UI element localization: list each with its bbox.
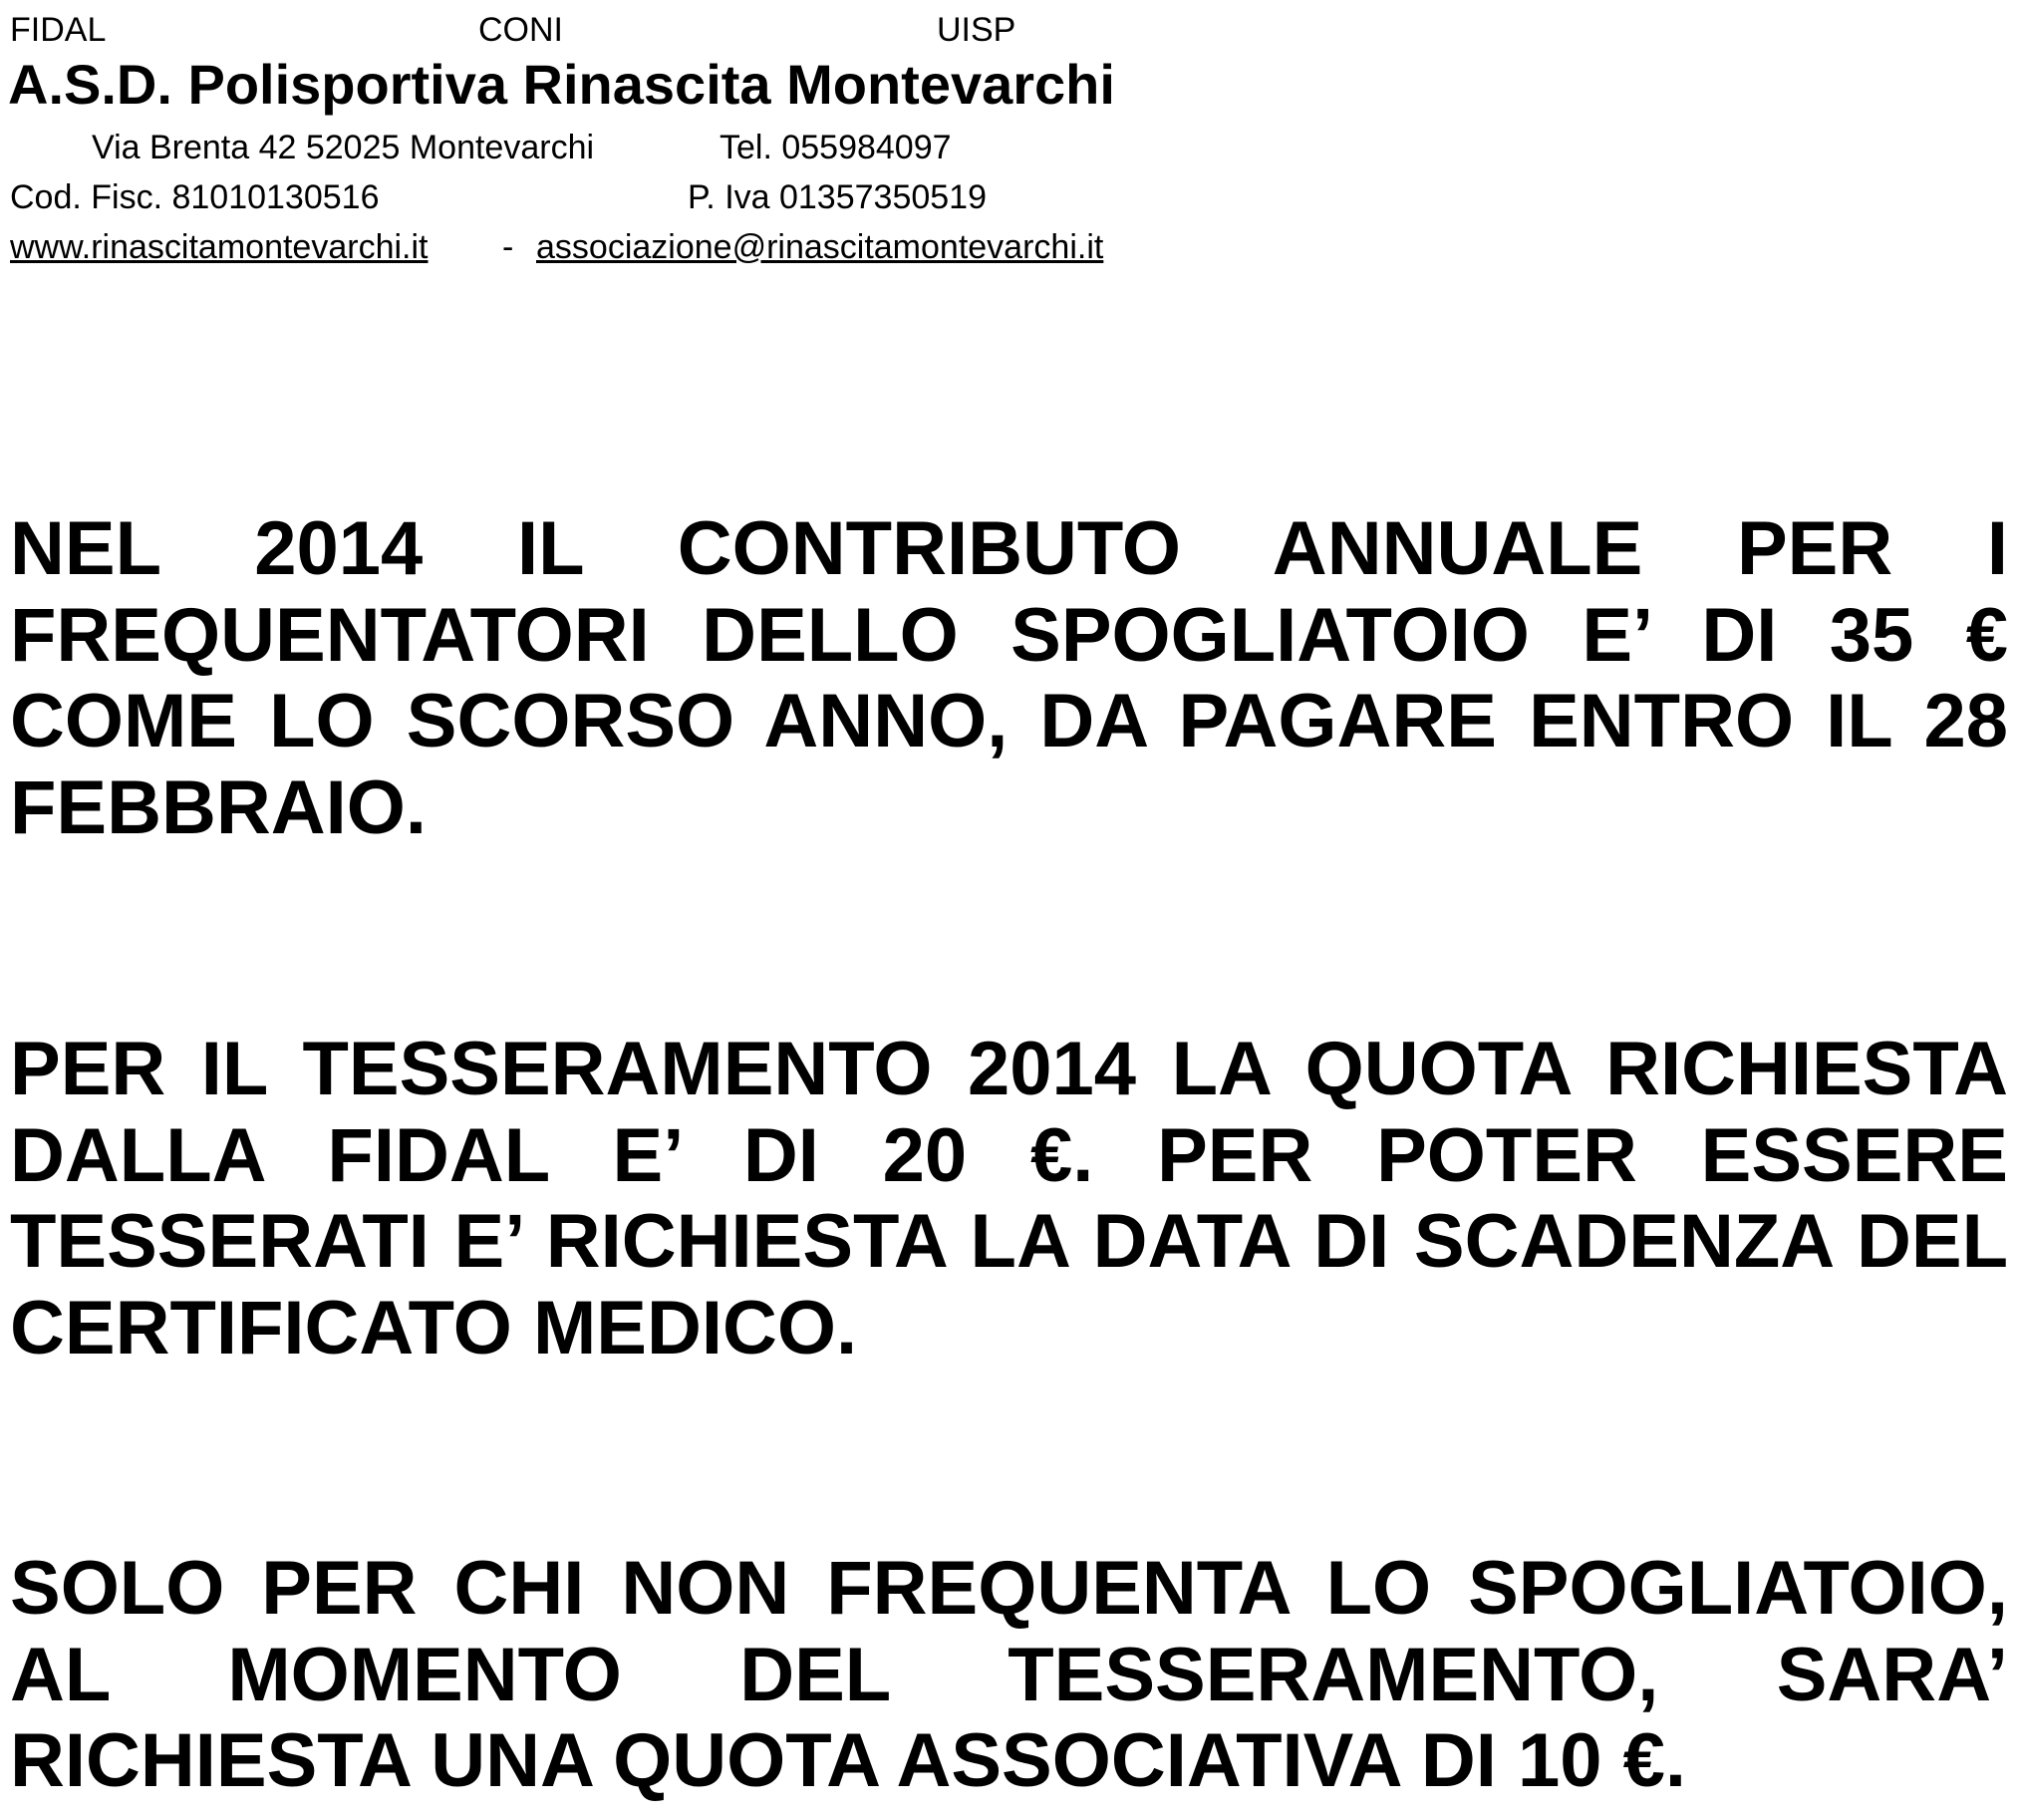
org-vat: P. Iva 01357350519 <box>688 178 987 216</box>
paragraph-line: TESSERATI E’ RICHIESTA LA DATA DI SCADENZA DEL <box>10 1199 2008 1284</box>
affiliation-coni: CONI <box>478 11 563 49</box>
affiliation-fidal: FIDAL <box>10 11 107 49</box>
website-link[interactable]: www.rinascitamontevarchi.it <box>10 228 429 266</box>
email-link[interactable]: associazione@rinascitamontevarchi.it <box>536 228 1104 266</box>
paragraph-line: FREQUENTATORI DELLO SPOGLIATOIO E’ DI 35 € <box>10 592 2008 678</box>
org-address: Via Brenta 42 52025 Montevarchi <box>92 129 595 166</box>
org-tax-code: Cod. Fisc. 81010130516 <box>10 178 380 216</box>
affiliation-uisp: UISP <box>937 11 1016 49</box>
paragraph-line: FEBBRAIO. <box>10 764 427 850</box>
paragraph-line: CERTIFICATO MEDICO. <box>10 1285 858 1370</box>
notice-paragraph-membership <box>10 1027 2008 1371</box>
paragraph-line: COME LO SCORSO ANNO, DA PAGARE ENTRO IL 28 <box>10 679 2008 763</box>
paragraph-line: RICHIESTA UNA QUOTA ASSOCIATIVA DI 10 €. <box>10 1718 1686 1803</box>
paragraph-line: NEL 2014 IL CONTRIBUTO ANNUALE PER I <box>10 506 2008 591</box>
notice-paragraph-locker-fee <box>10 506 2008 851</box>
paragraph-line: AL MOMENTO DEL TESSERAMENTO, SARA’ <box>10 1632 2008 1717</box>
paragraph-line: DALLA FIDAL E’ DI 20 €. PER POTER ESSERE <box>10 1112 2008 1198</box>
header-separator: - <box>502 228 514 266</box>
paragraph-line: PER IL TESSERAMENTO 2014 LA QUOTA RICHIESTA <box>10 1027 2008 1111</box>
org-name: A.S.D. Polisportiva Rinascita Montevarchi <box>8 53 1115 116</box>
org-phone: Tel. 055984097 <box>720 129 952 166</box>
notice-paragraph-association-fee <box>10 1546 2008 1805</box>
paragraph-line: SOLO PER CHI NON FREQUENTA LO SPOGLIATOIO, <box>10 1546 2008 1631</box>
